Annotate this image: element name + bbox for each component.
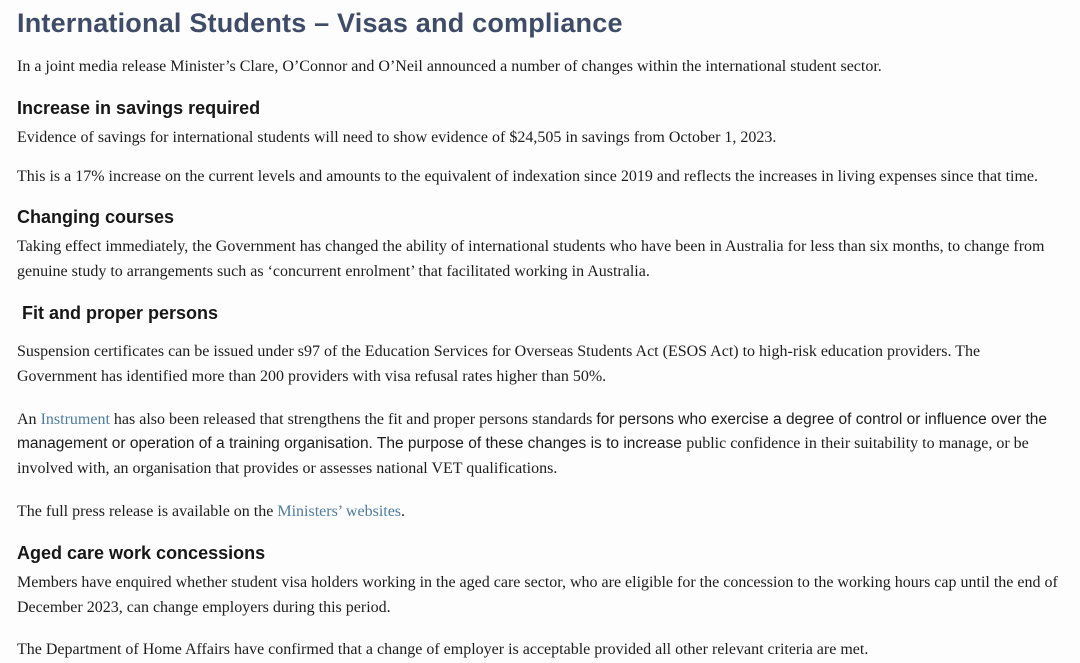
press-release-lead: The full press release is available on the — [17, 502, 278, 520]
fit-proper-p2-serif-run: has also been released that strengthens the fit and proper persons standards — [109, 410, 597, 428]
heading-aged-care-work-concessions: Aged care work concessions — [17, 542, 266, 563]
fit-proper-p2-serif-end: public confidence in their suitability to manage, or be involved with, an organisation that provides or assesses national VET qualifications. — [17, 435, 1029, 478]
savings-paragraph-2: This is a 17% increase on the current levels and amounts to the equivalent of indexation since 2019 and reflects the increases in living expenses since that time. — [17, 167, 1039, 185]
fit-proper-p2-lead: An — [17, 410, 41, 428]
press-release-period: . — [401, 502, 406, 520]
intro-paragraph: In a joint media release Minister’s Clare, O’Connor and O’Neil announced a number of changes within the international student sector. — [17, 58, 882, 75]
instrument-link[interactable]: Instrument — [40, 410, 110, 428]
press-release-paragraph — [17, 500, 1063, 525]
ministers-websites-link[interactable]: Ministers’ websites — [277, 502, 402, 520]
changing-courses-paragraph: Taking effect immediately, the Government has changed the ability of international students who have been in Australia for less than six months, to change from genuine study to arrangements such as ‘concurrent enrolment’ that facilitated working in Australia. — [17, 238, 1045, 281]
aged-care-paragraph-2: The Department of Home Affairs have confirmed that a change of employer is acceptable provided all other relevant criteria are met. — [17, 641, 869, 659]
heading-increase-in-savings: Increase in savings required — [17, 97, 261, 118]
page-title: International Students – Visas and compliance — [17, 8, 623, 38]
fit-proper-p2-sans-run: for persons who exercise a degree of control or influence over the management or operation of a training organisation. The purpose of these changes is to increase — [17, 410, 1048, 453]
fit-proper-paragraph-2 — [17, 408, 1063, 482]
savings-paragraph-1: Evidence of savings for international students will need to show evidence of $24,505 in savings from October 1, 2023. — [17, 128, 777, 146]
fit-proper-paragraph-1: Suspension certificates can be issued under s97 of the Education Services for Overseas Students Act (ESOS Act) to high-risk education providers. The Government has identified more than 200 providers with visa refusal rates higher than 50%. — [17, 342, 981, 385]
heading-fit-and-proper-persons: Fit and proper persons — [22, 302, 219, 323]
aged-care-paragraph-1: Members have enquired whether student visa holders working in the aged care sector, who are eligible for the concession to the working hours cap until the end of December 2023, can change employers during this period. — [17, 573, 1058, 616]
heading-changing-courses: Changing courses — [17, 207, 175, 228]
